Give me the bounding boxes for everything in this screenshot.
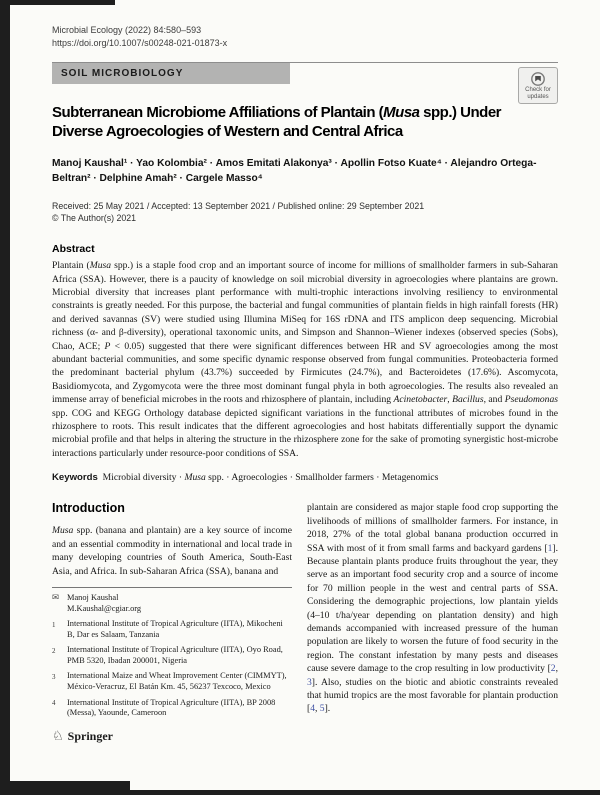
text-segment: , <box>315 703 320 715</box>
citation-link[interactable]: 4 <box>310 703 315 715</box>
affiliation-number: 2 <box>52 646 56 655</box>
check-for-updates-badge[interactable] <box>518 67 558 104</box>
text-segment: < 0.05) suggested that there were significant differences between HR and SV agroecologies among the most abundant bacterial communities, and some specific dynamic response observed from fungal communities. Proteobacteria formed the predominant bacterial phylum (43.7%) succeeded by Firmicutes (24.7%), and Bacteroidetes (17.6%). Ascomycota, Basidiomycota, and Zygomycota were the three most dominant fungal phyla in both agroecologies. The results also revealed an immense array of beneficial microbes in the roots and rhizosphere of plantain, including <box>52 340 558 406</box>
keywords-text <box>103 472 439 483</box>
dates-block <box>52 201 558 224</box>
text-segment: , and <box>483 394 505 406</box>
envelope-icon: ✉ <box>52 592 60 603</box>
paper-title-line-2: Diverse Agroecologies of Western and Central Africa <box>52 123 403 141</box>
affiliation-number: 1 <box>52 620 56 629</box>
authors-line: Manoj Kaushal¹ · Yao Kolombia² · Amos Emitati Alakonya³ · Apollin Fotso Kuate⁴ · Alejandro Ortega-Beltran² · Delphine Amah² · Cargele Masso⁴ <box>52 158 537 185</box>
springer-logo <box>52 729 292 744</box>
paper-page <box>10 0 600 790</box>
springer-horse-icon: ♘ <box>52 728 64 744</box>
check-badge-label-2: updates <box>527 93 549 100</box>
section-banner: SOIL MICROBIOLOGY <box>52 63 290 84</box>
citation-link[interactable]: 5 <box>319 703 325 715</box>
text-segment: P <box>104 340 111 352</box>
affiliation-item <box>52 698 292 719</box>
paper-title <box>52 103 558 141</box>
footnote-divider <box>52 587 292 588</box>
scan-shadow-bottom-left <box>10 781 130 790</box>
journal-line: Microbial Ecology (2022) 84:580–593 <box>52 25 202 35</box>
text-segment: , <box>555 663 558 675</box>
text-segment: ]. Also, studies on the biotic and abiotic constraints revealed that humid tropics are the most favorable for plantain production [ <box>307 676 558 715</box>
abstract-text <box>52 259 558 460</box>
citation-link[interactable]: 3 <box>307 676 312 688</box>
text-segment: spp.) Under <box>419 104 502 122</box>
paper-title-line-1 <box>52 103 558 122</box>
copyright-line: © The Author(s) 2021 <box>52 212 137 223</box>
text-segment: Musa <box>383 104 420 122</box>
correspondence-name: Manoj Kaushal <box>67 592 119 602</box>
affiliation-text: International Institute of Tropical Agriculture (IITA), Mikocheni B, Dar es Salaam, Tanzania <box>67 619 283 639</box>
text-segment: plantain are considered as major staple food crop supporting the livelihoods of millions of smallholder farmers. For instance, in 2018, 27% of the total global banana production occurred in SSA with most of it from small farms and backyard gardens [ <box>307 502 558 554</box>
citation-link[interactable]: 2 <box>550 663 556 675</box>
citation-link[interactable]: 1 <box>547 542 553 554</box>
affiliation-item <box>52 619 292 640</box>
text-segment: spp.) is a staple food crop and an important source of income for millions of smallholder farmers in sub-Saharan Africa (SSA). However, there is a paucity of knowledge on soil microbial diversity in agroecologies where plantains are grown. Microbial diversity that increases plant performance with multi-trophic interactions involving resiliency to environmental constraints is greatly needed. For this purpose, the bacterial and fungal communities of plantain fields in high rainfall forests (HR) and derived savannas (SV) were studied using Illumina MiSeq for 16S rDNA and ITS amplicon deep sequencing. Microbial richness (α- and β-diversity), operational taxonomic units, and Simpson and Shannon–Wiener indexes (observed species (Sobs), Chao, ACE; <box>52 260 558 352</box>
text-segment: ]. Because plantain plants produce fruits throughout the year, they serve as an important food security crop and a source of income for 70 million people in the west and central parts of SSA. Considering the demographic projections, low plantain yields (4–10 t/ha/year depending on plantation density) and high demands accompanied with increased pressure of the human population are likely to worsen the future of food security in the region. The constant infestation by many pests and diseases cause severe damage to the crop resulting in low productivity [ <box>307 542 558 675</box>
keywords-line <box>52 471 558 484</box>
left-column <box>52 501 292 744</box>
text-segment: Bacillus <box>452 394 484 406</box>
text-segment: , <box>447 394 453 406</box>
received-dates-line: Received: 25 May 2021 / Accepted: 13 September 2021 / Published online: 29 September 2021 <box>52 201 425 212</box>
right-column <box>307 501 558 744</box>
affiliation-number: 3 <box>52 672 56 681</box>
text-segment: Microbial diversity · <box>102 472 185 484</box>
two-column-body <box>52 501 558 744</box>
introduction-heading: Introduction <box>52 501 125 516</box>
section-banner-row <box>52 62 558 100</box>
abstract-heading: Abstract <box>52 243 95 256</box>
text-segment: Musa <box>52 525 74 537</box>
affiliation-text: International Institute of Tropical Agriculture (IITA), BP 2008 (Messa), Yaounde, Cameroon <box>67 697 276 718</box>
affiliation-item <box>52 671 292 692</box>
text-segment: ]. <box>324 703 331 715</box>
text-segment: Acinetobacter <box>393 394 448 406</box>
springer-wordmark: Springer <box>67 728 113 743</box>
affiliations-list <box>52 619 292 719</box>
text-segment: Pseudomonas <box>504 394 559 406</box>
correspondence-email[interactable]: M.Kaushal@cgiar.org <box>67 603 142 613</box>
doi-link[interactable]: https://doi.org/10.1007/s00248-021-01873-x <box>52 37 228 48</box>
abstract-section <box>52 243 558 460</box>
correspondence-block <box>52 593 292 614</box>
keywords-label: Keywords <box>52 472 98 484</box>
affiliation-text: International Maize and Wheat Improvement Center (CIMMYT), México-Veracruz, El Batán Km. 45, 56237 Texcoco, Mexico <box>67 671 287 692</box>
affiliation-number: 4 <box>52 699 56 708</box>
affiliation-item <box>52 645 292 666</box>
text-segment: Subterranean Microbiome Affiliations of Plantain ( <box>52 104 384 122</box>
crossmark-icon <box>530 71 546 87</box>
affiliation-text: International Institute of Tropical Agriculture (IITA), Oyo Road, PMB 5320, Ibadan 200001, Nigeria <box>67 645 283 665</box>
text-segment: Plantain ( <box>52 260 90 272</box>
scan-shadow-top-left <box>10 0 115 5</box>
footnote-block <box>52 587 292 719</box>
text-segment: Musa <box>89 260 112 272</box>
intro-paragraph-left <box>52 524 292 578</box>
text-segment: spp. · Agroecologies · Smallholder farmers · Metagenomics <box>205 472 439 484</box>
text-segment: Musa <box>184 472 206 484</box>
check-badge-label-1: Check for <box>525 86 551 93</box>
text-segment: spp. COG and KEGG Orthology database depicted significant variations in the functional attributes of microbes found in the rhizosphere to roots. This result indicates that the different agroecologies and host habitats differentially support the dynamic microbial profile and that helps in altering the structure in the rhizosphere zone for the sake of promoting synergistic host-microbe interactions particularly under resource-poor conditions of SSA. <box>52 407 558 459</box>
intro-paragraph-right <box>307 501 558 716</box>
text-segment: spp. (banana and plantain) are a key source of income and an essential commodity in international and local trade in many developing countries of South America, South-East Asia, and Africa. In sub-Saharan Africa (SSA), banana and <box>52 525 292 577</box>
